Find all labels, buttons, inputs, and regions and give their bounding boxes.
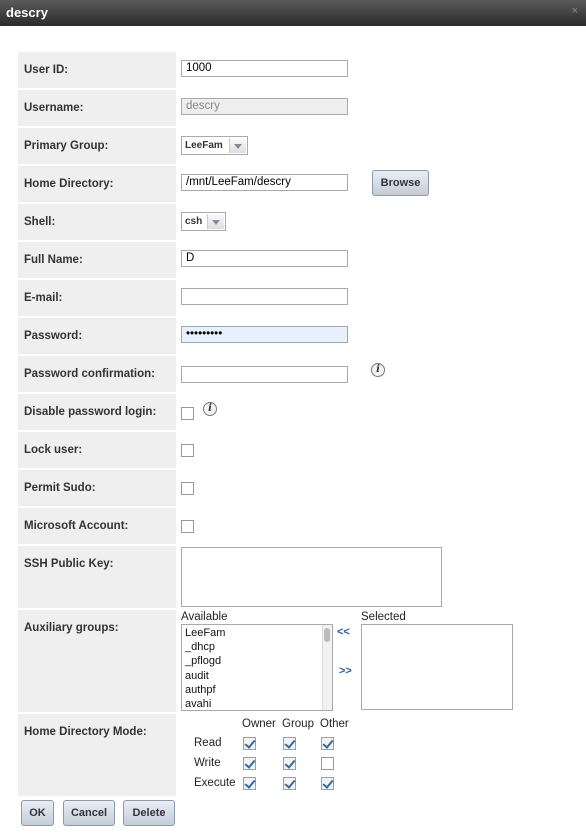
available-groups-heading: Available bbox=[181, 611, 228, 623]
microsoft-account-label: Microsoft Account: bbox=[24, 520, 129, 532]
microsoft-account-checkbox[interactable] bbox=[181, 520, 194, 533]
primary-group-label-cell bbox=[18, 128, 176, 164]
info-icon[interactable]: i bbox=[371, 363, 385, 377]
move-right-button[interactable]: >> bbox=[339, 665, 352, 677]
mode-row-execute: Execute bbox=[194, 777, 236, 789]
list-item[interactable]: _pflogd bbox=[185, 655, 222, 667]
password-label-cell bbox=[18, 318, 176, 354]
list-item[interactable]: _dhcp bbox=[185, 641, 215, 653]
delete-button[interactable]: Delete bbox=[123, 800, 175, 826]
password-confirmation-label: Password confirmation: bbox=[24, 368, 155, 380]
selected-groups-heading: Selected bbox=[361, 611, 406, 623]
available-groups-list[interactable] bbox=[181, 624, 333, 711]
mode-row-read: Read bbox=[194, 737, 222, 749]
home-directory-label: Home Directory: bbox=[24, 178, 114, 190]
auxiliary-groups-label: Auxiliary groups: bbox=[24, 622, 119, 634]
mode-execute-owner-checkbox[interactable] bbox=[243, 777, 256, 790]
mode-read-owner-checkbox[interactable] bbox=[243, 737, 256, 750]
username-label-cell bbox=[18, 90, 176, 126]
permit-sudo-checkbox[interactable] bbox=[181, 482, 194, 495]
title-bar bbox=[0, 0, 586, 26]
lock-user-label-cell bbox=[18, 432, 176, 468]
full-name-input[interactable]: D bbox=[181, 250, 348, 267]
primary-group-select[interactable] bbox=[181, 136, 248, 155]
disable-password-login-checkbox[interactable] bbox=[181, 407, 194, 420]
primary-group-value: LeeFam bbox=[185, 140, 223, 151]
home-directory-input[interactable]: /mnt/LeeFam/descry bbox=[181, 174, 348, 191]
password-label: Password: bbox=[24, 330, 83, 342]
microsoft-account-label-cell bbox=[18, 508, 176, 544]
cancel-button[interactable]: Cancel bbox=[63, 800, 115, 826]
selected-groups-list[interactable] bbox=[361, 624, 513, 710]
browse-button[interactable]: Browse bbox=[372, 170, 429, 196]
list-scrollbar[interactable] bbox=[322, 625, 332, 710]
username-label: Username: bbox=[24, 102, 84, 114]
mode-read-group-checkbox[interactable] bbox=[283, 737, 296, 750]
email-input[interactable] bbox=[181, 288, 348, 305]
permit-sudo-label-cell bbox=[18, 470, 176, 506]
lock-user-label: Lock user: bbox=[24, 444, 83, 456]
scroll-thumb[interactable] bbox=[324, 628, 330, 642]
list-item[interactable]: authpf bbox=[185, 684, 216, 696]
email-label: E-mail: bbox=[24, 292, 63, 304]
user-id-label: User ID: bbox=[24, 64, 69, 76]
password-input[interactable]: ••••••••• bbox=[181, 326, 348, 343]
mode-write-owner-checkbox[interactable] bbox=[243, 757, 256, 770]
shell-label-cell bbox=[18, 204, 176, 240]
shell-value: csh bbox=[185, 216, 203, 227]
close-icon[interactable]: × bbox=[571, 5, 578, 17]
ok-button[interactable]: OK bbox=[21, 800, 54, 826]
primary-group-label: Primary Group: bbox=[24, 140, 109, 152]
password-confirmation-input[interactable] bbox=[181, 366, 348, 383]
user-id-label-cell bbox=[18, 52, 176, 88]
mode-col-group: Group bbox=[282, 718, 314, 730]
ssh-public-key-label: SSH Public Key: bbox=[24, 558, 114, 570]
mode-write-group-checkbox[interactable] bbox=[283, 757, 296, 770]
disable-password-login-label-cell bbox=[18, 394, 176, 430]
list-item[interactable]: avahi bbox=[185, 698, 212, 710]
chevron-down-icon[interactable] bbox=[229, 138, 246, 153]
permit-sudo-label: Permit Sudo: bbox=[24, 482, 96, 494]
shell-label: Shell: bbox=[24, 216, 56, 228]
chevron-down-icon[interactable] bbox=[207, 214, 224, 229]
list-item[interactable]: LeeFam bbox=[185, 627, 226, 639]
shell-select[interactable] bbox=[181, 212, 226, 231]
full-name-label-cell bbox=[18, 242, 176, 278]
username-input: descry bbox=[181, 98, 348, 115]
home-directory-mode-label-cell bbox=[18, 714, 176, 796]
user-id-input[interactable]: 1000 bbox=[181, 60, 348, 77]
disable-password-login-label: Disable password login: bbox=[24, 406, 157, 418]
mode-col-owner: Owner bbox=[242, 718, 276, 730]
move-left-button[interactable]: << bbox=[337, 626, 350, 638]
mode-write-other-checkbox[interactable] bbox=[321, 757, 334, 770]
ssh-public-key-label-cell bbox=[18, 546, 176, 608]
email-label-cell bbox=[18, 280, 176, 316]
window-title: descry bbox=[6, 5, 48, 20]
info-icon[interactable]: i bbox=[203, 402, 217, 416]
home-directory-mode-label: Home Directory Mode: bbox=[24, 726, 147, 738]
home-directory-label-cell bbox=[18, 166, 176, 202]
mode-execute-other-checkbox[interactable] bbox=[321, 777, 334, 790]
auxiliary-groups-label-cell bbox=[18, 610, 176, 712]
lock-user-checkbox[interactable] bbox=[181, 444, 194, 457]
mode-col-other: Other bbox=[320, 718, 349, 730]
ssh-public-key-textarea[interactable] bbox=[181, 547, 442, 607]
mode-read-other-checkbox[interactable] bbox=[321, 737, 334, 750]
mode-row-write: Write bbox=[194, 757, 221, 769]
password-confirmation-label-cell bbox=[18, 356, 176, 392]
list-item[interactable]: audit bbox=[185, 670, 209, 682]
mode-execute-group-checkbox[interactable] bbox=[283, 777, 296, 790]
full-name-label: Full Name: bbox=[24, 254, 83, 266]
